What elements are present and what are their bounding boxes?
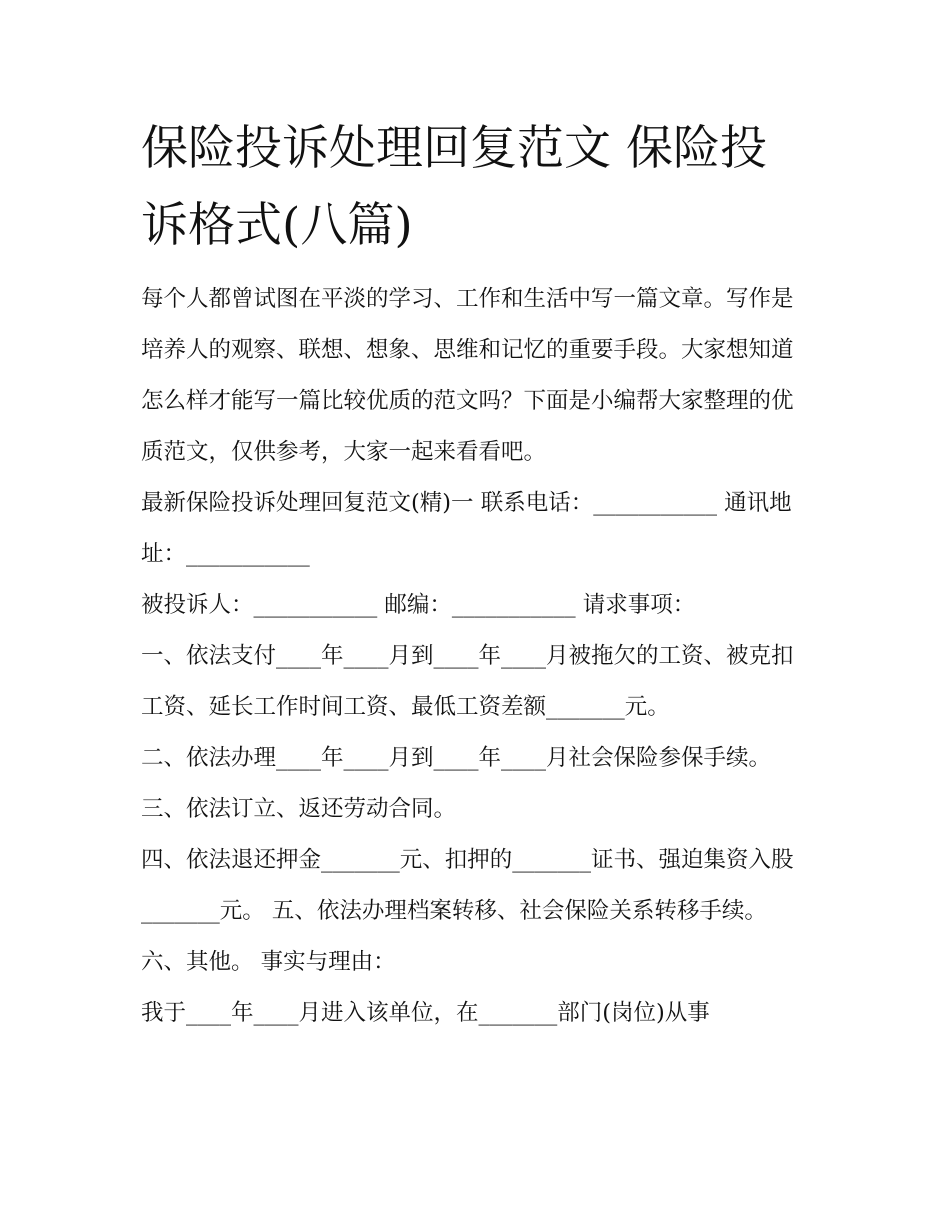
paragraph-respondent: 被投诉人：___________ 邮编：___________ 请求事项： [141,592,696,618]
paragraph-item-4-5: 四、依法退还押金_______元、扣押的_______证书、强迫集资入股_______元。 五、依法办理档案转移、社会保险关系转移手续。 [141,847,794,924]
paragraph-item-2-3: 二、依法办理____年____月到____年____月社会保险参保手续。 三、依法订立、返还劳动合同。 [141,745,779,822]
document-title: 保险投诉处理回复范文 保险投诉格式(八篇) [141,121,767,253]
paragraph-facts: 我于____年____月进入该单位，在_______部门(岗位)从事 [141,1000,710,1026]
paragraph-contact: 最新保险投诉处理回复范文(精)一 联系电话：___________ 通讯地址：___________ [141,490,792,567]
paragraph-item-1: 一、依法支付____年____月到____年____月被拖欠的工资、被克扣工资、延长工作时间工资、最低工资差额_______元。 [141,643,794,720]
paragraph-item-6: 六、其他。 事实与理由： [141,949,396,975]
paragraph-intro: 每个人都曾试图在平淡的学习、工作和生活中写一篇文章。写作是培养人的观察、联想、想象、思维和记忆的重要手段。大家想知道怎么样才能写一篇比较优质的范文吗？下面是小编帮大家整理的优质范文，仅供参考，大家一起来看看吧。 [141,286,794,465]
document-page [141,110,813,1039]
